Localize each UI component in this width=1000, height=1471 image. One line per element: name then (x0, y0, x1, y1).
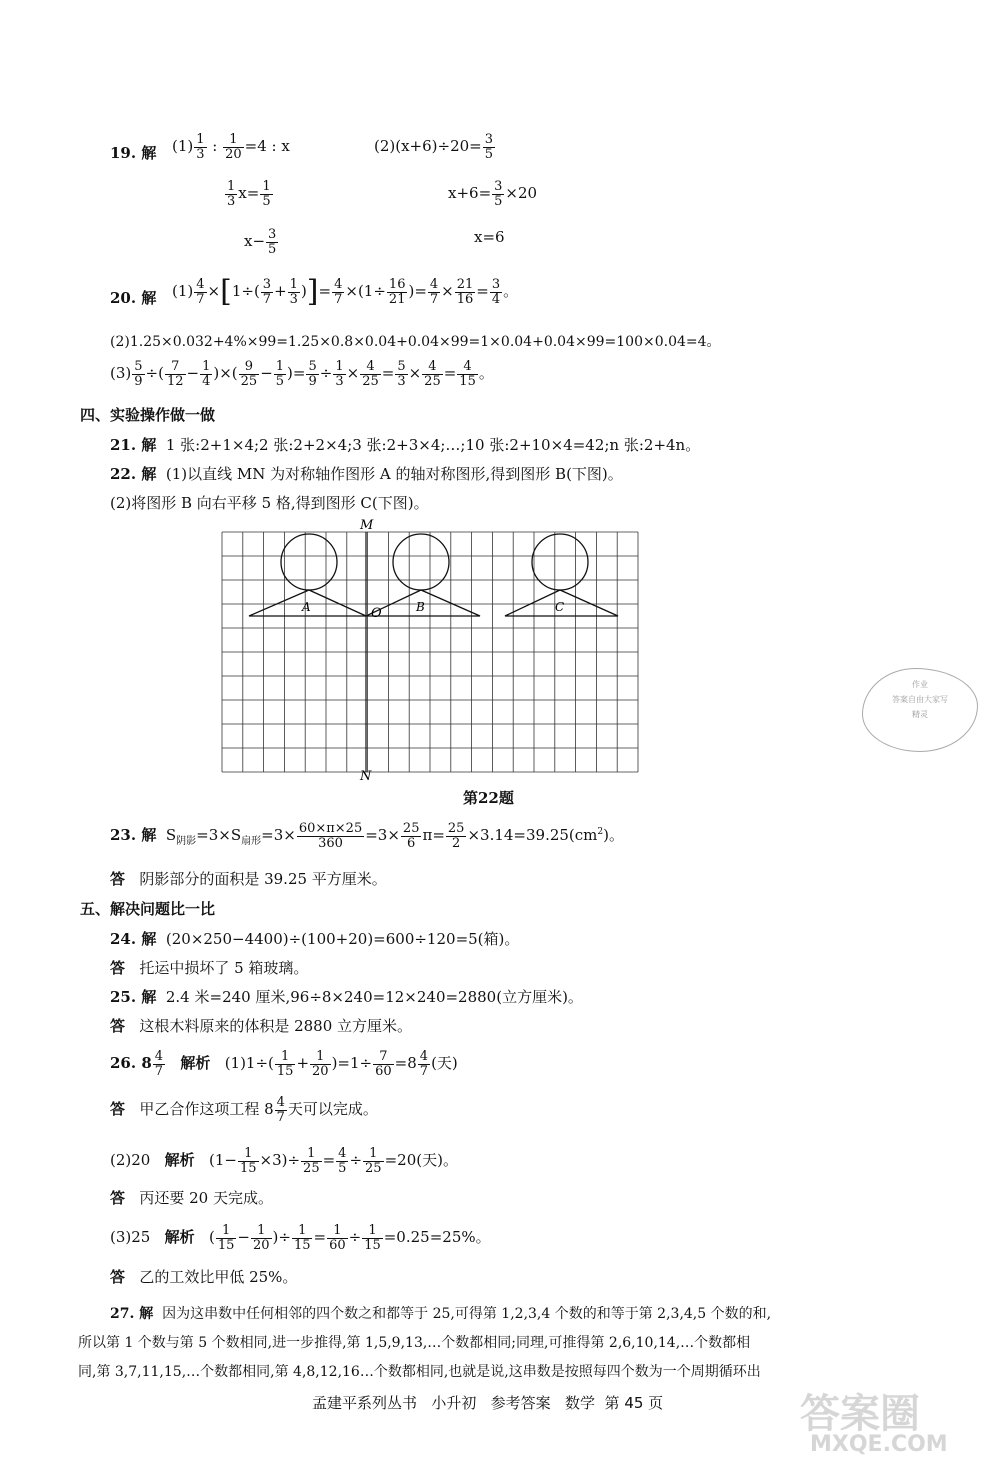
q20-part3: (3) $\frac{5}{9}$ ÷( $\frac{7}{12}$ − $\frac{1}{4}$ )×( $\frac{9}{25}$ − $\frac{1}{5}$ )= $\frac{5}{9}$ ÷ $\frac{1}{3}$ × $\frac{4}{25}$ = $\frac{5}{3}$ × $\frac{4}{25}$ = $\frac{4}{15}$ 。 (110, 359, 494, 389)
q24: 24. 解 (20×250−4400)÷(100+20)=600÷120=5(箱)。 (110, 930, 520, 948)
q26-line1: 26. 8 $\frac{4}{7}$ 解析 (1)1÷( $\frac{1}{15}$ + $\frac{1}{20}$ )=1÷ $\frac{7}{60}$ =8 $\frac{4}{7}$ (天) (110, 1049, 458, 1079)
footer-page: 第 45 页 (604, 1394, 664, 1412)
q27-line1: 27. 解 因为这串数中任何相邻的四个数之和都等于 25,可得第 1,2,3,4 个数的和等于第 2,3,4,5 个数的和, (110, 1306, 772, 1322)
section-5-heading: 五、解决问题比一比 (80, 900, 216, 918)
stamp-mid: 答案自由大家写 (892, 695, 948, 704)
q20-part1: (1) $\frac{4}{7}$ ×[1÷( $\frac{3}{7}$ + $\frac{1}{3}$ )]= $\frac{4}{7}$ ×(1÷ $\frac{16}{21}$ )= $\frac{4}{7}$ × $\frac{21}{16}$ = $\frac{3}{4}$ 。 (172, 274, 519, 309)
footer-type: 参考答案 (490, 1394, 551, 1412)
q19-part1-line1: (1) $\frac{1}{3}$ : $\frac{1}{20}$ =4 : x (172, 132, 290, 162)
footer-subject: 数学 (564, 1394, 595, 1412)
q23-answer: 答 阴影部分的面积是 39.25 平方厘米。 (110, 870, 387, 888)
q19-part1-line2: $\frac{1}{3}$ x= $\frac{1}{5}$ (227, 179, 271, 209)
q19-part2-line3: x=6 (474, 228, 505, 246)
q20-part2: (2)1.25×0.032+4%×99=1.25×0.8×0.04+0.04×99=1×0.04+0.04×99=100×0.04=4。 (110, 334, 721, 350)
q20-number: 20. 解 (110, 289, 157, 307)
label-c: C (555, 600, 565, 614)
grid-lines (222, 532, 638, 772)
label-n: N (360, 769, 372, 780)
stamp-top: 作业 (912, 680, 928, 689)
q19-part2-line1: (2)(x+6)÷20= $\frac{3}{5}$ (374, 132, 494, 162)
q22-line2: (2)将图形 B 向右平移 5 格,得到图形 C(下图)。 (110, 494, 429, 512)
section-4-heading: 四、实验操作做一做 (80, 406, 216, 424)
stamp-seal (862, 668, 978, 752)
q26-answer2: 答 丙还要 20 天完成。 (110, 1189, 273, 1207)
q27-line3: 同,第 3,7,11,15,…个数都相同,第 4,8,12,16…个数都相同,也就是说,这串数是按照每四个数为一个周期循环出 (78, 1364, 761, 1380)
label-b: B (416, 600, 425, 614)
figure-grid (210, 518, 650, 780)
q19-part1-line3: x− $\frac{3}{5}$ (244, 227, 277, 257)
q26-answer3: 答 乙的工效比甲低 25%。 (110, 1268, 298, 1286)
stamp-bottom: 精灵 (912, 710, 928, 719)
label-o: O (371, 606, 382, 621)
q22-line1: 22. 解 (1)以直线 MN 为对称轴作图形 A 的轴对称图形,得到图形 B(下图)。 (110, 465, 623, 483)
figure-caption: 第22题 (463, 789, 514, 807)
label-m: M (360, 518, 374, 533)
q27-line2: 所以第 1 个数与第 5 个数相同,进一步推得,第 1,5,9,13,…个数都相同;同理,可推得第 2,6,10,14,…个数都相 (78, 1335, 751, 1351)
footer-grade: 小升初 (431, 1394, 477, 1412)
footer-series: 孟建平系列丛书 (312, 1394, 418, 1412)
q23: 23. 解 $S_{阴影}=3\times S_{扇形}=3\times$ $\frac{60\times\pi\times 25}{360}$ =3× $\frac{25}{6}$ π= $\frac{25}{2}$ $\times 3.14=39.25(cm^2)$。 (110, 821, 625, 851)
q19-number: 19. 解 (110, 144, 157, 162)
q26-line3: (3)25 解析 ( $\frac{1}{15}$ − $\frac{1}{20}$ )÷ $\frac{1}{15}$ = $\frac{1}{60}$ ÷ $\frac{1}{15}$ =0.25=25%。 (110, 1223, 491, 1253)
q24-answer: 答 托运中损坏了 5 箱玻璃。 (110, 959, 309, 977)
q26-line2: (2)20 解析 (1− $\frac{1}{15}$ ×3)÷ $\frac{1}{25}$ = $\frac{4}{5}$ ÷ $\frac{1}{25}$ =20(天)。 (110, 1146, 458, 1176)
page-footer (312, 1392, 663, 1413)
watermark-logo: 答案圈 (800, 1391, 920, 1437)
label-a: A (302, 600, 311, 614)
q19-part2-line2: x+6= $\frac{3}{5}$ ×20 (448, 179, 538, 209)
watermark-url: MXQE.COM (810, 1432, 948, 1457)
q25-answer: 答 这根木料原来的体积是 2880 立方厘米。 (110, 1017, 413, 1035)
q21: 21. 解 1 张:2+1×4;2 张:2+2×4;3 张:2+3×4;…;10 张:2+10×4=42;n 张:2+4n。 (110, 436, 701, 454)
q26-answer1: 答 甲乙合作这项工程 8 $\frac{4}{7}$ 天可以完成。 (110, 1095, 378, 1125)
q25: 25. 解 2.4 米=240 厘米,96÷8×240=12×240=2880(立方厘米)。 (110, 988, 583, 1006)
